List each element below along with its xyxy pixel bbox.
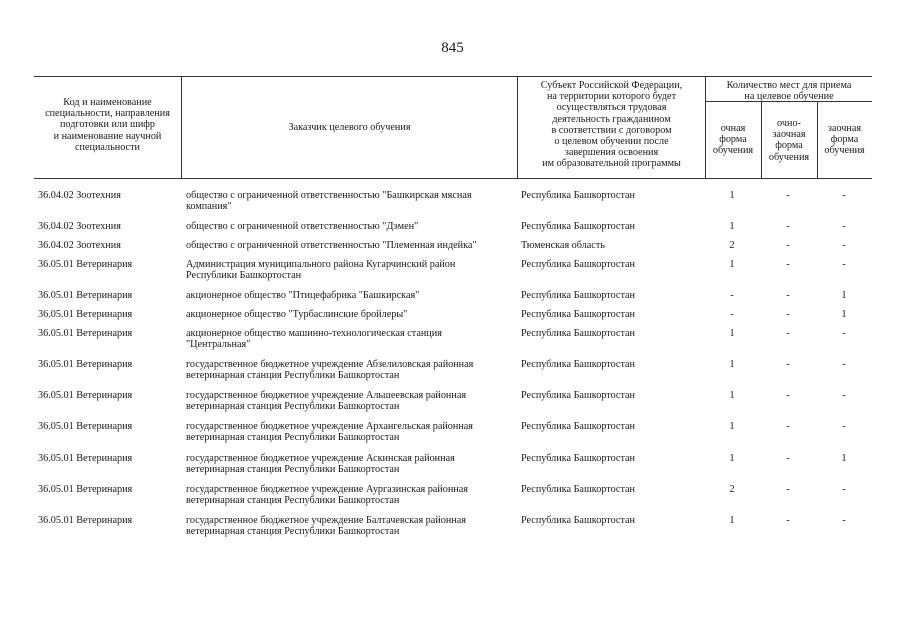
row-customer-line: государственное бюджетное учреждение Балтачевская районная [186, 515, 466, 526]
row-part-time: - [842, 221, 846, 232]
row-full-time: 1 [729, 190, 735, 201]
row-customer-line: акционерное общество "Турбаслинские бройлеры" [186, 309, 408, 320]
row-region: Республика Башкортостан [521, 390, 636, 401]
row-customer [186, 359, 473, 382]
row-part-time: - [842, 390, 846, 401]
row-customer-line: государственное бюджетное учреждение Аскинская районная [186, 453, 455, 464]
row-customer [186, 259, 455, 282]
row-region: Республика Башкортостан [521, 290, 636, 301]
row-customer [186, 240, 477, 251]
row-full-time: 2 [729, 240, 735, 251]
header-customer-column: Заказчик целевого обучения [288, 122, 411, 133]
row-part-time: - [842, 240, 846, 251]
row-customer [186, 190, 472, 213]
header-full-time: очная форма обучения [712, 123, 754, 157]
table-top-border [34, 76, 872, 77]
row-customer [186, 515, 466, 538]
row-customer-line: компания" [186, 201, 232, 213]
row-part-time: - [842, 259, 846, 270]
row-code: 36.05.01 Ветеринария [38, 309, 133, 320]
row-code: 36.05.01 Ветеринария [38, 359, 133, 370]
row-code: 36.05.01 Ветеринария [38, 453, 133, 464]
header-places-column: Количество мест для приема на целевое обучение [726, 80, 852, 103]
row-customer-line: "Центральная" [186, 339, 251, 351]
row-customer-line: государственное бюджетное учреждение Архангельская районная [186, 421, 473, 432]
header-mixed-time: очно- заочная форма обучения [768, 118, 810, 163]
row-mixed-time: - [786, 421, 790, 432]
row-code: 36.04.02 Зоотехния [38, 190, 121, 201]
row-customer [186, 484, 468, 507]
row-region: Республика Башкортостан [521, 421, 636, 432]
row-part-time: - [842, 515, 846, 526]
row-full-time: - [730, 290, 734, 301]
row-part-time: 1 [841, 309, 847, 320]
row-region: Республика Башкортостан [521, 328, 636, 339]
row-part-time: - [842, 421, 846, 432]
row-customer [186, 390, 466, 413]
row-customer-line: Республики Башкортостан [186, 270, 302, 282]
row-customer-line: ветеринарная станция Республики Башкортостан [186, 370, 400, 382]
row-mixed-time: - [786, 328, 790, 339]
row-full-time: 1 [729, 453, 735, 464]
row-part-time: - [842, 484, 846, 495]
row-full-time: 1 [729, 390, 735, 401]
row-region: Республика Башкортостан [521, 309, 636, 320]
header-region-column: Субъект Российской Федерации, на территории которого будет осуществляться трудовая деятельность гражданином в соответствии с договором о целевом обучении после завершения освоения им образовательной программы [540, 80, 683, 170]
row-full-time: 1 [729, 359, 735, 370]
row-region: Республика Башкортостан [521, 259, 636, 270]
row-region: Республика Башкортостан [521, 359, 636, 370]
row-mixed-time: - [786, 259, 790, 270]
row-full-time: 2 [729, 484, 735, 495]
row-customer [186, 309, 407, 320]
row-code: 36.04.02 Зоотехния [38, 240, 121, 251]
row-full-time: 1 [729, 328, 735, 339]
row-code: 36.05.01 Ветеринария [38, 328, 133, 339]
row-region: Тюменская область [521, 240, 605, 251]
row-mixed-time: - [786, 359, 790, 370]
row-mixed-time: - [786, 515, 790, 526]
row-customer [186, 290, 419, 301]
row-customer-line: государственное бюджетное учреждение Аургазинская районная [186, 484, 468, 495]
row-customer-line: ветеринарная станция Республики Башкортостан [186, 495, 400, 507]
row-code: 36.05.01 Ветеринария [38, 421, 133, 432]
row-mixed-time: - [786, 453, 790, 464]
row-customer-line: общество с ограниченной ответственностью "Племенная индейка" [186, 240, 477, 251]
row-customer [186, 453, 455, 476]
row-mixed-time: - [786, 309, 790, 320]
row-code: 36.05.01 Ветеринария [38, 484, 133, 495]
row-full-time: 1 [729, 421, 735, 432]
row-mixed-time: - [786, 240, 790, 251]
row-mixed-time: - [786, 190, 790, 201]
row-code: 36.05.01 Ветеринария [38, 290, 133, 301]
header-bottom-border [34, 178, 872, 179]
row-customer-line: ветеринарная станция Республики Башкортостан [186, 526, 400, 538]
row-customer-line: акционерное общество "Птицефабрика "Башкирская" [186, 290, 420, 301]
row-code: 36.05.01 Ветеринария [38, 515, 133, 526]
row-region: Республика Башкортостан [521, 484, 636, 495]
row-customer [186, 421, 473, 444]
row-mixed-time: - [786, 290, 790, 301]
row-customer-line: государственное бюджетное учреждение Альшеевская районная [186, 390, 467, 401]
row-customer-line: государственное бюджетное учреждение Абзелиловская районная [186, 359, 474, 370]
header-code-column: Код и наименование специальности, направления подготовки или шифр и наименование научной специальности [45, 97, 170, 153]
row-customer-line: ветеринарная станция Республики Башкортостан [186, 432, 400, 444]
page-number: 845 [441, 40, 464, 56]
row-code: 36.04.02 Зоотехния [38, 221, 121, 232]
row-part-time: 1 [841, 453, 847, 464]
row-full-time: 1 [729, 259, 735, 270]
row-customer-line: ветеринарная станция Республики Башкортостан [186, 464, 400, 476]
row-mixed-time: - [786, 221, 790, 232]
row-region: Республика Башкортостан [521, 221, 636, 232]
header-part-time: заочная форма обучения [824, 123, 865, 157]
row-full-time: - [730, 309, 734, 320]
row-part-time: - [842, 328, 846, 339]
row-full-time: 1 [729, 221, 735, 232]
row-part-time: - [842, 190, 846, 201]
row-region: Республика Башкортостан [521, 190, 636, 201]
row-mixed-time: - [786, 390, 790, 401]
row-code: 36.05.01 Ветеринария [38, 390, 133, 401]
row-code: 36.05.01 Ветеринария [38, 259, 133, 270]
row-mixed-time: - [786, 484, 790, 495]
row-part-time: - [842, 359, 846, 370]
row-region: Республика Башкортостан [521, 515, 636, 526]
row-customer [186, 221, 418, 232]
row-customer-line: ветеринарная станция Республики Башкортостан [186, 401, 400, 413]
row-customer-line: общество с ограниченной ответственностью "Дэмен" [186, 221, 419, 232]
row-full-time: 1 [729, 515, 735, 526]
row-part-time: 1 [841, 290, 847, 301]
row-customer-line: Администрация муниципального района Кугарчинский район [186, 259, 456, 270]
row-customer-line: общество с ограниченной ответственностью "Башкирская мясная [186, 190, 472, 201]
row-customer [186, 328, 442, 351]
row-region: Республика Башкортостан [521, 453, 636, 464]
row-customer-line: акционерное общество машинно-технологическая станция [186, 328, 442, 339]
